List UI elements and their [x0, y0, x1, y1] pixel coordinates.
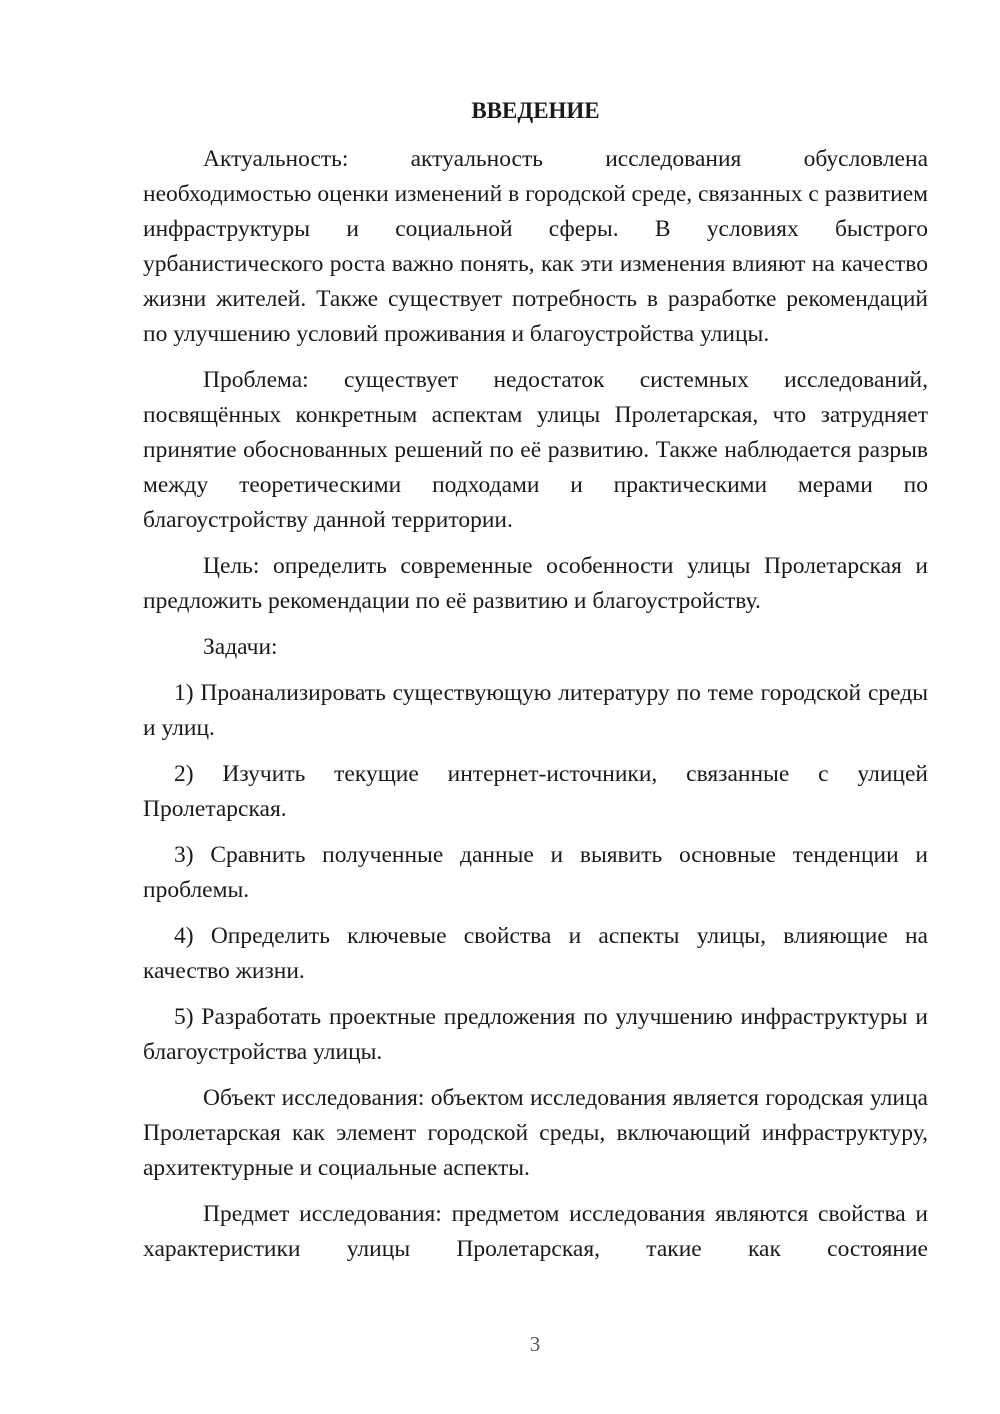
task-item-2: 2) Изучить текущие интернет-источники, связанные с улицей Пролетарская. [143, 761, 928, 822]
section-heading: ВВЕДЕНИЕ [471, 98, 600, 123]
task-item-5: 5) Разработать проектные предложения по улучшению инфраструктуры и благоустройства улицы. [143, 1004, 928, 1065]
paragraph-subject: Предмет исследования: предметом исследования являются свойства и характеристики улицы Пролетарская, такие как состояние [143, 1201, 928, 1262]
paragraph-problem: Проблема: существует недостаток системных исследований, посвящённых конкретным аспектам улицы Пролетарская, что затрудняет принятие обоснованных решений по её развитию. Также наблюдается разрыв между теоретическими подходами и практическими мерами по благоустройству данной территории. [143, 367, 928, 533]
paragraph-object: Объект исследования: объектом исследования является городская улица Пролетарская как элемент городской среды, включающий инфраструктуру, архитектурные и социальные аспекты. [143, 1085, 928, 1181]
body-text [143, 142, 928, 1267]
task-item-3: 3) Сравнить полученные данные и выявить основные тенденции и проблемы. [143, 842, 928, 903]
paragraph-goal: Цель: определить современные особенности улицы Пролетарская и предложить рекомендации по её развитию и благоустройству. [143, 553, 928, 614]
task-item-1: 1) Проанализировать существующую литературу по теме городской среды и улиц. [143, 680, 928, 741]
paragraph-tasks-label: Задачи: [203, 634, 278, 660]
page-number: 3 [529, 1332, 541, 1356]
task-item-4: 4) Определить ключевые свойства и аспекты улицы, влияющие на качество жизни. [143, 923, 928, 984]
paragraph-relevance: Актуальность: актуальность исследования обусловлена необходимостью оценки изменений в городской среде, связанных с развитием инфраструктуры и социальной сферы. В условиях быстрого урбанистического роста важно понять, как эти изменения влияют на качество жизни жителей. Также существует потребность в разработке рекомендаций по улучшению условий проживания и благоустройства улицы. [143, 146, 928, 347]
